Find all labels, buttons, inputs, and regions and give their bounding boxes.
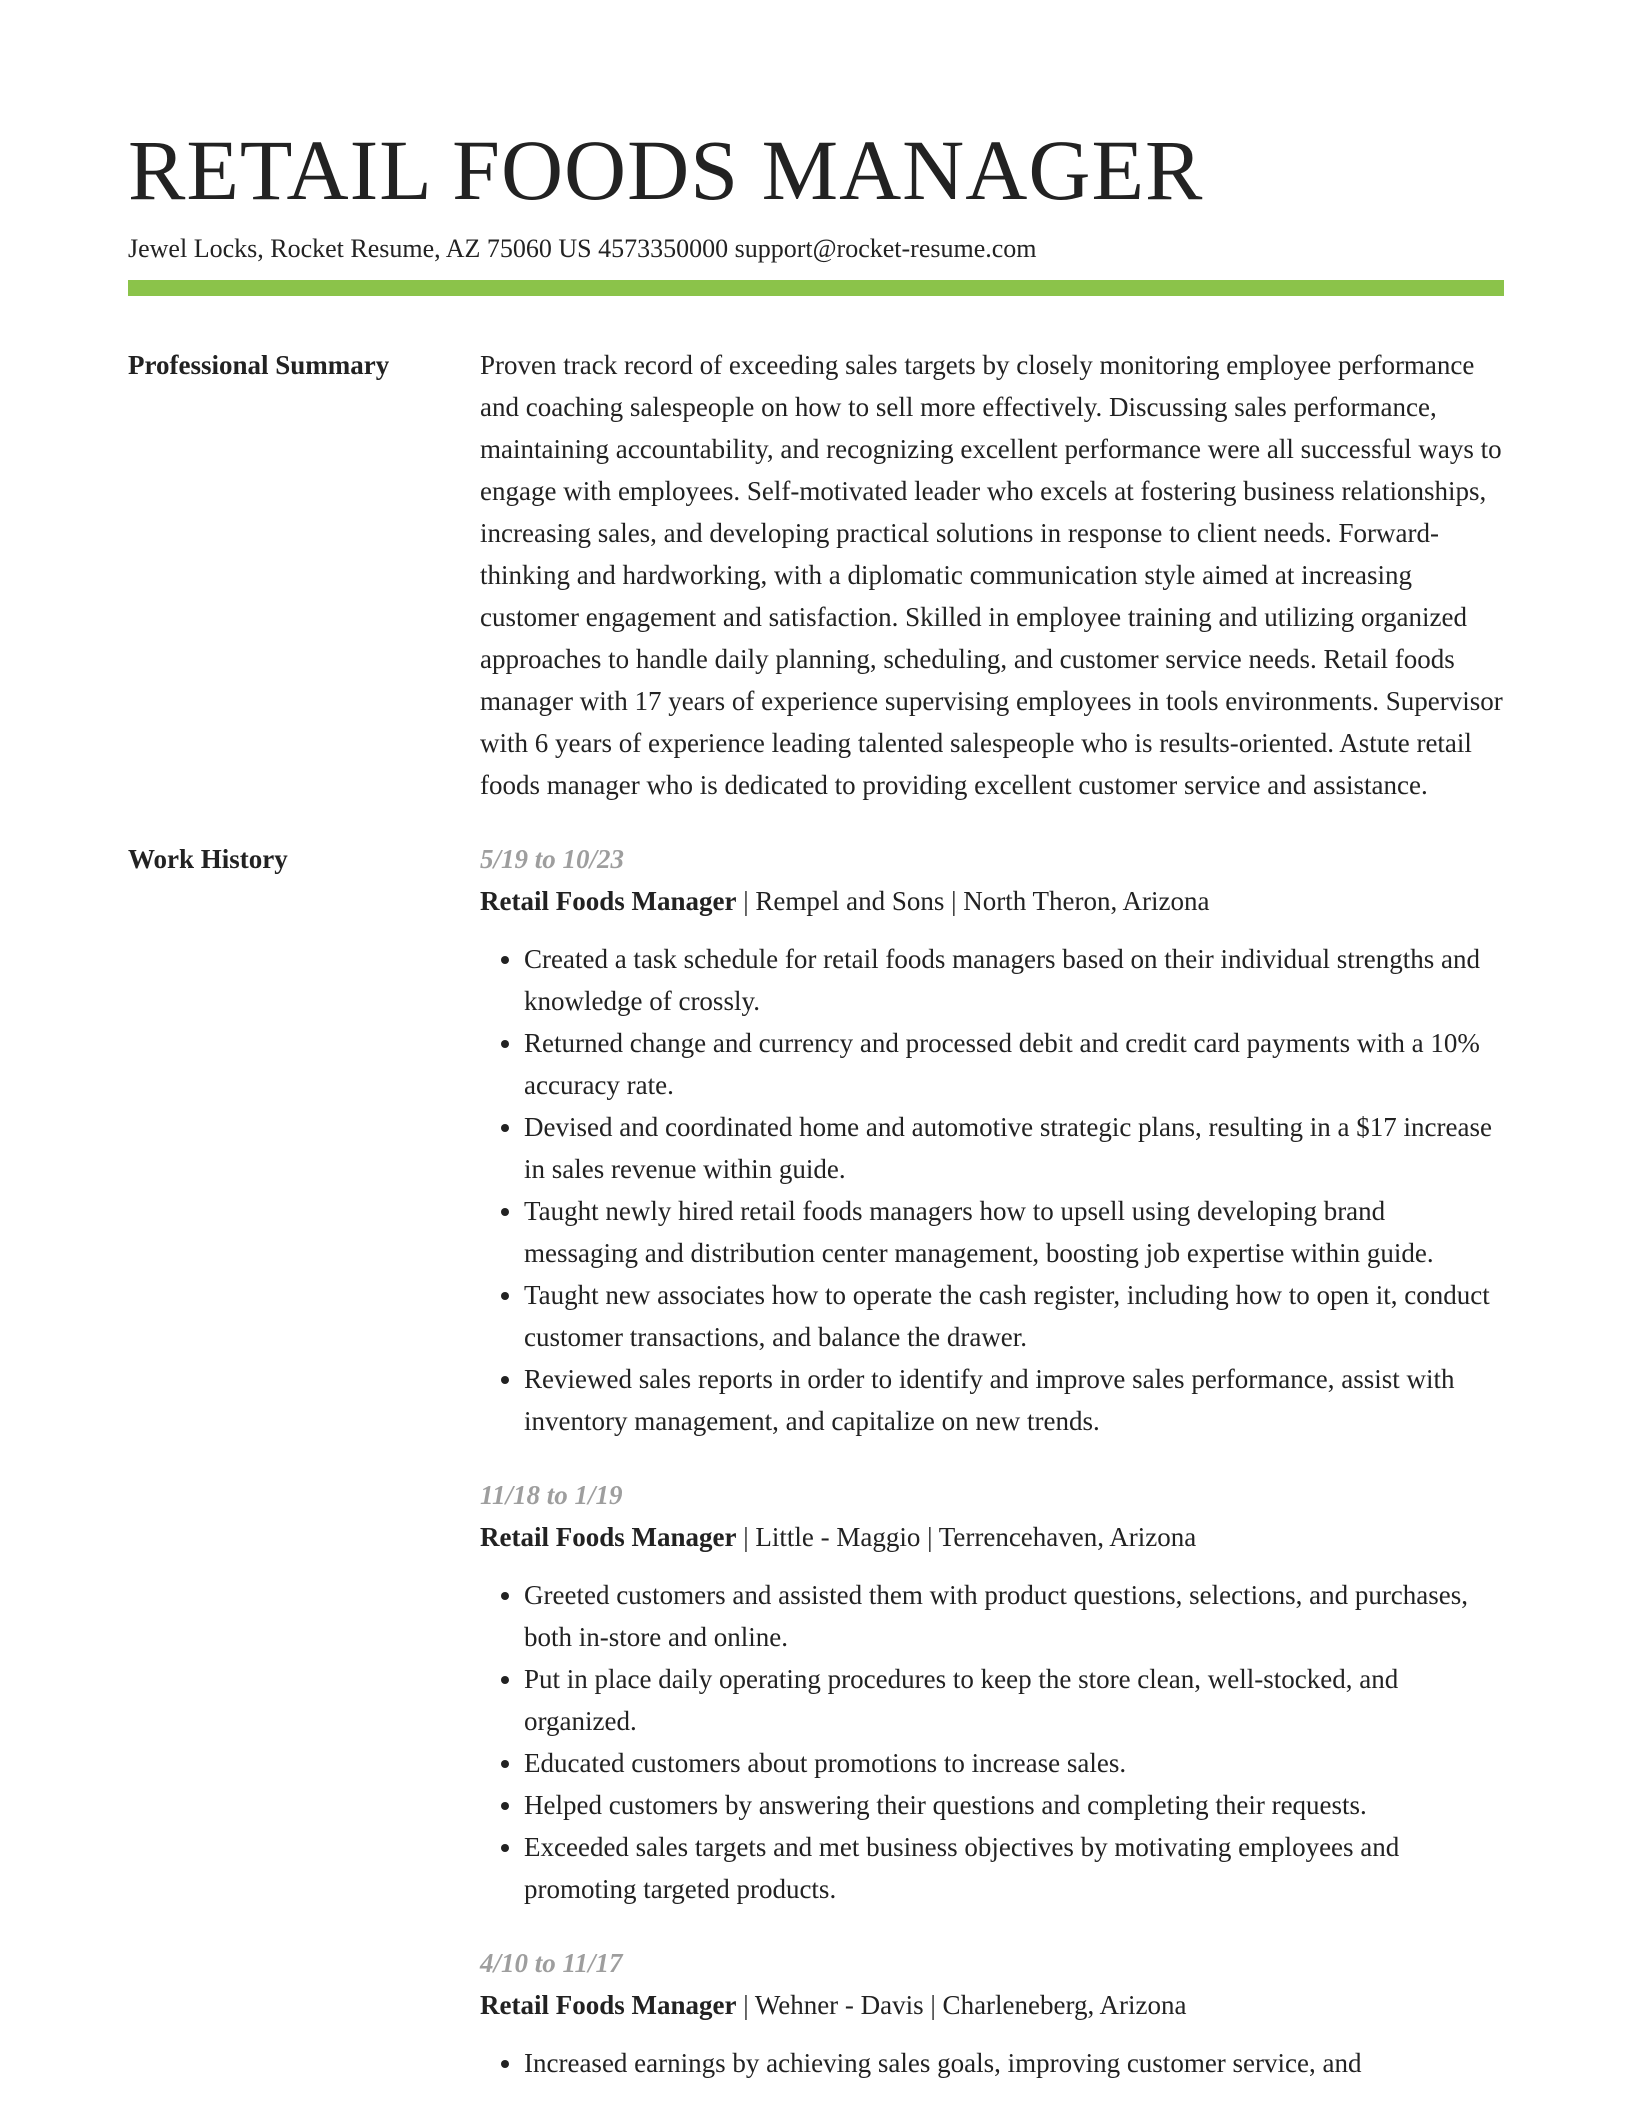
professional-summary-section: [128, 344, 1504, 806]
job-bullet: • Created a task schedule for retail foods managers based on their individual strengths and knowledge of crossly.: [524, 938, 1504, 1022]
job-bullet: • Increased earnings by achieving sales goals, improving customer service, and: [524, 2042, 1504, 2084]
job-entry: [480, 838, 1504, 1442]
job-bullets: [480, 2042, 1504, 2084]
work-history-section: [128, 838, 1504, 2116]
resume-title: RETAIL FOODS MANAGER: [128, 122, 1204, 218]
job-employer-location: | Wehner - Davis | Charleneberg, Arizona: [736, 1990, 1187, 2020]
job-bullets: [480, 938, 1504, 1442]
job-entry: [480, 1474, 1504, 1910]
section-label: Work History: [128, 844, 288, 874]
job-bullet: • Returned change and currency and processed debit and credit card payments with a 10% accuracy rate.: [524, 1022, 1504, 1106]
job-bullet: • Reviewed sales reports in order to identify and improve sales performance, assist with inventory management, and capitalize on new trends.: [524, 1358, 1504, 1442]
job-bullet: • Educated customers about promotions to increase sales.: [524, 1742, 1504, 1784]
job-bullet: • Devised and coordinated home and automotive strategic plans, resulting in a $17 increase in sales revenue within guide.: [524, 1106, 1504, 1190]
summary-text: Proven track record of exceeding sales targets by closely monitoring employee performance and coaching salespeople on how to sell more effectively. Discussing sales performance, maintaining accountability, and recognizing excellent performance were all successful ways to engage with employees. Self-motivated leader who excels at fostering business relationships, increasing sales, and developing practical solutions in response to client needs. Forward-thinking and hardworking, with a diplomatic communication style aimed at increasing customer engagement and satisfaction. Skilled in employee training and utilizing organized approaches to handle daily planning, scheduling, and customer service needs. Retail foods manager with 17 years of experience supervising employees in tools environments. Supervisor with 6 years of experience leading talented salespeople who is results-oriented. Astute retail foods manager who is dedicated to providing excellent customer service and assistance.: [480, 350, 1503, 800]
job-entry: [480, 1942, 1504, 2084]
job-dates: 4/10 to 11/17: [480, 1948, 623, 1978]
job-title: Retail Foods Manager: [480, 1522, 737, 1552]
job-bullet: • Taught new associates how to operate the cash register, including how to open it, conduct customer transactions, and balance the drawer.: [524, 1274, 1504, 1358]
job-title: Retail Foods Manager: [480, 1990, 737, 2020]
section-label: Professional Summary: [128, 350, 390, 380]
job-heading: [480, 1984, 1504, 2026]
job-bullet: • Taught newly hired retail foods managers how to upsell using developing brand messaging and distribution center management, boosting job expertise within guide.: [524, 1190, 1504, 1274]
work-history-list: [480, 838, 1504, 2116]
job-heading: [480, 1516, 1504, 1558]
job-bullet: • Greeted customers and assisted them with product questions, selections, and purchases, both in-store and online.: [524, 1574, 1504, 1658]
job-title: Retail Foods Manager: [480, 886, 737, 916]
job-employer-location: | Little - Maggio | Terrencehaven, Arizona: [736, 1522, 1197, 1552]
job-heading: [480, 880, 1504, 922]
resume-page: [128, 120, 1504, 2116]
job-bullet: • Put in place daily operating procedures to keep the store clean, well-stocked, and organized.: [524, 1658, 1504, 1742]
job-bullet: • Exceeded sales targets and met business objectives by motivating employees and promoting targeted products.: [524, 1826, 1504, 1910]
job-dates: 11/18 to 1/19: [480, 1480, 623, 1510]
job-employer-location: | Rempel and Sons | North Theron, Arizona: [736, 886, 1210, 916]
contact-line: Jewel Locks, Rocket Resume, AZ 75060 US 4573350000 support@rocket-resume.com: [128, 234, 1037, 263]
accent-divider: [128, 280, 1504, 296]
job-bullets: [480, 1574, 1504, 1910]
job-dates: 5/19 to 10/23: [480, 844, 625, 874]
job-bullet: • Helped customers by answering their questions and completing their requests.: [524, 1784, 1504, 1826]
